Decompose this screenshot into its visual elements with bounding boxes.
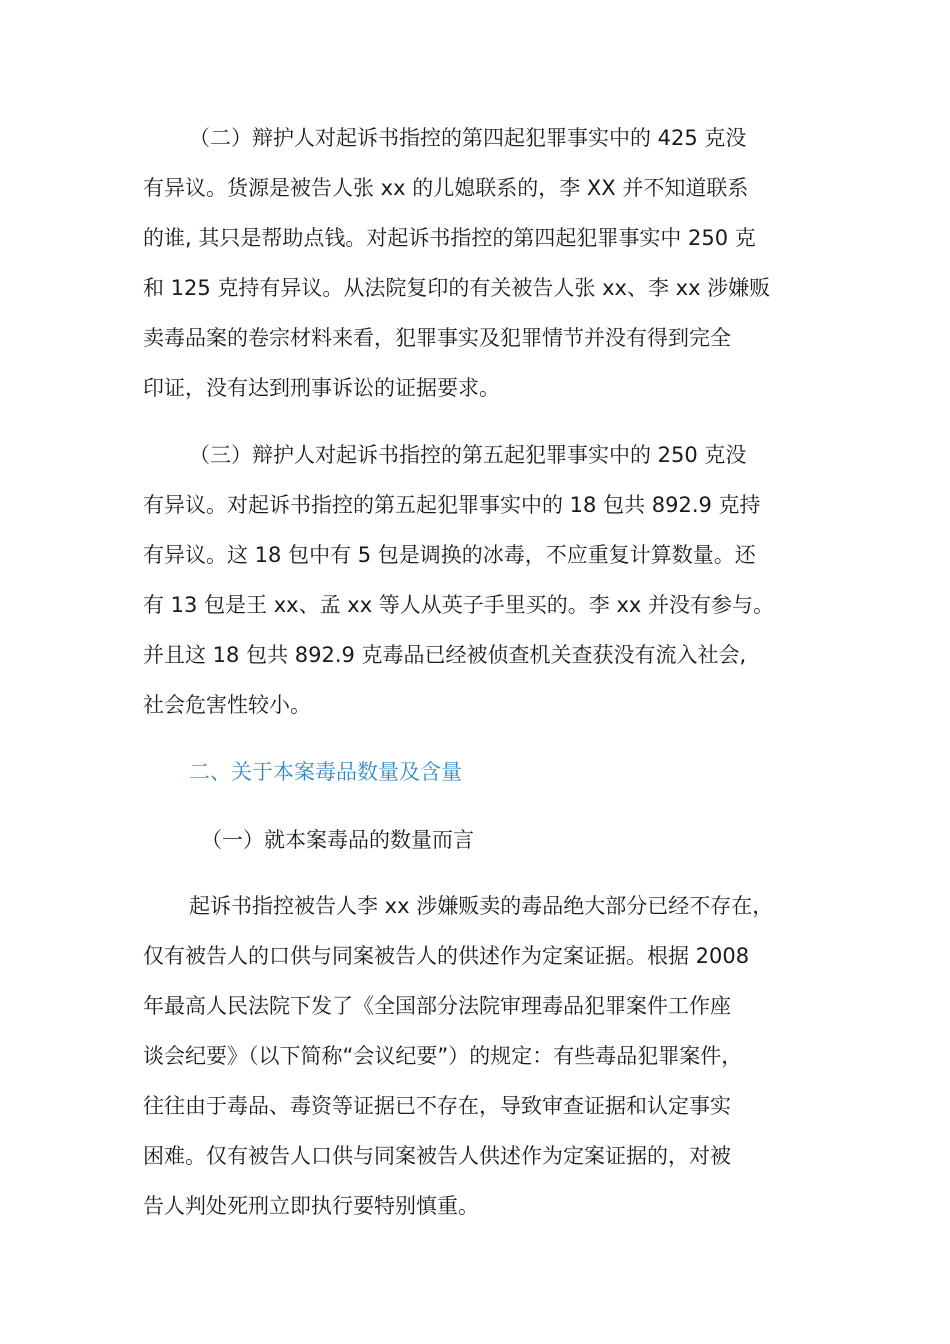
- paragraph-defense-fourth-count: [143, 113, 815, 413]
- section-heading-block: [143, 747, 815, 797]
- text-line: 仅有被告人的口供与同案被告人的供述作为定案证据。根据 2008: [143, 944, 750, 968]
- text-line: 印证，没有达到刑事诉讼的证据要求。: [143, 376, 500, 400]
- text-line: 社会危害性较小。: [143, 693, 311, 717]
- text-line: 困难。仅有被告人口供与同案被告人供述作为定案证据的，对被: [143, 1144, 731, 1168]
- text-line: 往往由于毒品、毒资等证据已不存在，导致审查证据和认定事实: [143, 1094, 731, 1118]
- text-line: （二）辩护人对起诉书指控的第四起犯罪事实中的 425 克没: [189, 126, 747, 150]
- text-line: 有异议。货源是被告人张 xx 的儿媳联系的，李 XX 并不知道联系: [143, 176, 749, 200]
- text-line: 有 13 包是王 xx、孟 xx 等人从英子手里买的。李 xx 并没有参与。: [143, 593, 775, 617]
- text-line: 和 125 克持有异议。从法院复印的有关被告人张 xx、李 xx 涉嫌贩: [143, 276, 771, 300]
- text-line: 卖毒品案的卷宗材料来看，犯罪事实及犯罪情节并没有得到完全: [143, 326, 731, 350]
- text-line: 有异议。这 18 包中有 5 包是调换的冰毒，不应重复计算数量。还: [143, 543, 756, 567]
- text-line: （三）辩护人对起诉书指控的第五起犯罪事实中的 250 克没: [189, 443, 747, 467]
- paragraph-drug-quantity: [143, 881, 815, 1231]
- text-line: 并且这 18 包共 892.9 克毒品已经被侦查机关查获没有流入社会,: [143, 643, 747, 667]
- text-line: 年最高人民法院下发了《全国部分法院审理毒品犯罪案件工作座: [143, 994, 731, 1018]
- text-line: 的谁, 其只是帮助点钱。对起诉书指控的第四起犯罪事实中 250 克: [143, 226, 756, 250]
- section-heading: 二、关于本案毒品数量及含量: [189, 760, 462, 784]
- paragraph-defense-fifth-count: [143, 430, 815, 730]
- subsection-heading: （一）就本案毒品的数量而言: [201, 828, 474, 852]
- text-line: 起诉书指控被告人李 xx 涉嫌贩卖的毒品绝大部分已经不存在，: [189, 894, 774, 918]
- subsection-heading-block: [143, 815, 815, 865]
- text-line: 谈会纪要》（以下简称“会议纪要”）的规定：有些毒品犯罪案件，: [143, 1044, 743, 1068]
- text-line: 有异议。对起诉书指控的第五起犯罪事实中的 18 包共 892.9 克持: [143, 493, 761, 517]
- text-line: 告人判处死刑立即执行要特别慎重。: [143, 1194, 479, 1218]
